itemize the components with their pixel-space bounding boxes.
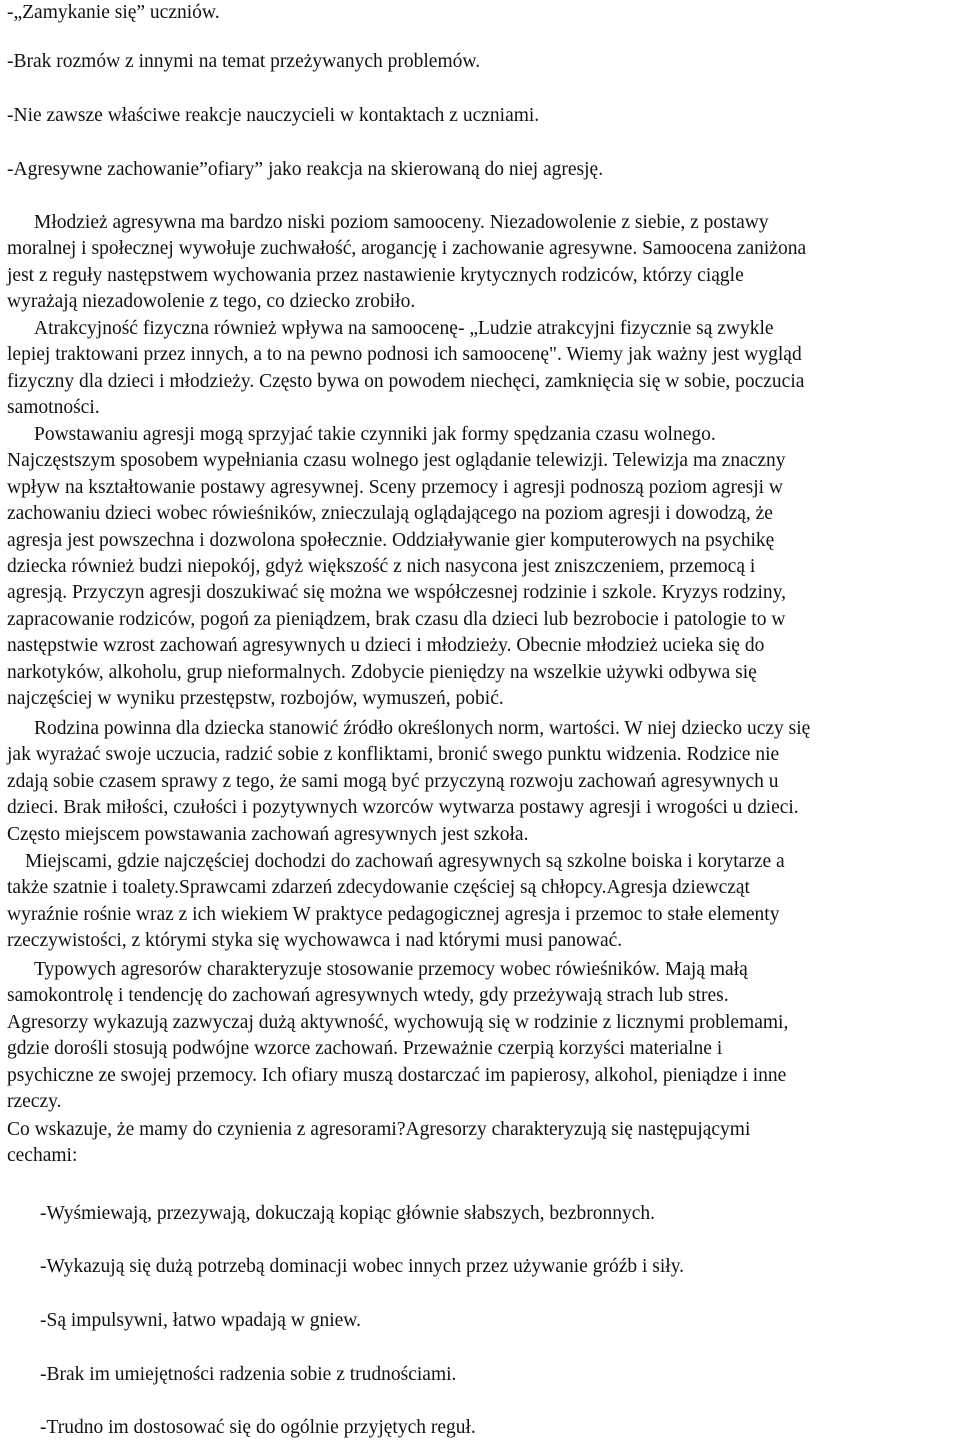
- bullet-no-conversations: -Brak rozmów z innymi na temat przeżywanych problemów.: [7, 51, 481, 72]
- paragraph-free-time: [7, 422, 951, 712]
- paragraph-line: Miejscami, gdzie najczęściej dochodzi do zachowań agresywnych są szkolne boiska i korytarze a: [25, 851, 785, 872]
- paragraph-line: agresją. Przyczyn agresji doszukiwać się można we współczesnej rodzinie i szkole. Kryzys rodziny,: [7, 582, 787, 604]
- paragraph-line: rzeczy.: [7, 1091, 62, 1113]
- paragraph-line: następstwie wzrost zachowań agresywnych u dzieci i młodzieży. Obecnie młodzież ucieka się do: [7, 635, 765, 657]
- paragraph-self-esteem: [7, 210, 951, 316]
- paragraph-line: Często miejscem powstawania zachowań agresywnych jest szkoła.: [7, 823, 529, 845]
- bullet-difficulties: -Brak im umiejętności radzenia sobie z trudnościami.: [40, 1364, 457, 1385]
- paragraph-line: moralnej i społecznej wywołuje zuchwałość, arogancję i zachowanie agresywne. Samoocena zaniżona: [7, 238, 807, 260]
- paragraph-line: Rodzina powinna dla dziecka stanowić źródło określonych norm, wartości. W niej dziecko uczy się: [34, 718, 811, 739]
- paragraph-line: Najczęstszym sposobem wypełniania czasu wolnego jest oglądanie telewizji. Telewizja ma znaczny: [7, 450, 786, 472]
- paragraph-line: dzieci. Brak miłości, czułości i pozytywnych wzorców wytwarza postawy agresji i wrogości u dzieci.: [7, 797, 799, 819]
- paragraph-line: narkotyków, alkoholu, grup nieformalnych. Zdobycie pieniędzy na wszelkie używki odbywa się: [7, 661, 757, 683]
- paragraph-question: [7, 1117, 951, 1170]
- paragraph-line: zachowaniu dzieci wobec rówieśników, znieczulają oglądającego na poziom agresji i dowodzą, że: [7, 503, 773, 525]
- paragraph-line: cechami:: [7, 1145, 78, 1167]
- paragraph-line: Co wskazuje, że mamy do czynienia z agresorami?Agresorzy charakteryzują się następującymi: [7, 1119, 751, 1140]
- paragraph-line: samotności.: [7, 397, 100, 419]
- paragraph-attractiveness: [7, 316, 951, 422]
- paragraph-aggressors: [7, 957, 951, 1115]
- paragraph-line: lepiej traktowani przez innych, a to na pewno podnosi ich samoocenę". Wiemy jak ważny jest wygląd: [7, 344, 802, 366]
- paragraph-school-places: [7, 849, 951, 955]
- paragraph-line: Młodzież agresywna ma bardzo niski poziom samooceny. Niezadowolenie z siebie, z postawy: [34, 212, 769, 233]
- paragraph-line: jak wyrażać swoje uczucia, radzić sobie z konfliktami, bronić swego punktu widzenia. Rodzice nie: [7, 744, 780, 766]
- paragraph-line: wpływ na kształtowanie postawy agresywnej. Sceny przemocy i agresji podnoszą poziom agresji w: [7, 476, 783, 498]
- paragraph-line: Typowych agresorów charakteryzuje stosowanie przemocy wobec rówieśników. Mają małą: [34, 959, 748, 980]
- paragraph-family: [7, 716, 951, 848]
- paragraph-line: Agresorzy wykazują zazwyczaj dużą aktywność, wychowują się w rodzinie z licznymi problemami,: [7, 1011, 789, 1033]
- paragraph-line: zdają sobie czasem sprawy z tego, że sami mogą być przyczyną rozwoju zachowań agresywnych u: [7, 770, 779, 792]
- paragraph-line: najczęściej w wyniku przestępstw, rozbojów, wymuszeń, pobić.: [7, 688, 504, 710]
- bullet-teacher-reactions: -Nie zawsze właściwe reakcje nauczycieli w kontaktach z uczniami.: [7, 105, 540, 126]
- paragraph-line: gdzie dorośli stosują podwójne wzorce zachowań. Przeważnie czerpią korzyści materialne i: [7, 1038, 723, 1060]
- bullet-dominance: -Wykazują się dużą potrzebą dominacji wobec innych przez używanie gróźb i siły.: [40, 1256, 685, 1277]
- paragraph-line: także szatnie i toalety.Sprawcami zdarzeń zdecydowanie częściej są chłopcy.Agresja dziewcząt: [7, 877, 750, 899]
- paragraph-line: wyrażają niezadowolenie z tego, co dziecko zrobiło.: [7, 291, 416, 313]
- bullet-mocking: -Wyśmiewają, przezywają, dokuczają kopiąc głównie słabszych, bezbronnych.: [40, 1203, 655, 1224]
- paragraph-line: fizyczny dla dzieci i młodzieży. Często bywa on powodem niechęci, zamknięcia się w sobie, poczucia: [7, 370, 805, 392]
- paragraph-line: rzeczywistości, z którymi styka się wychowawca i nad którymi musi panować.: [7, 930, 623, 952]
- paragraph-line: dziecka również budzi niepokój, gdyż większość z nich nasycona jest zniszczeniem, przemocą i: [7, 556, 756, 578]
- bullet-rules: -Trudno im dostosować się do ogólnie przyjętych reguł.: [40, 1417, 476, 1438]
- paragraph-line: zapracowanie rodziców, pogoń za pieniądzem, brak czasu dla dzieci lub bezrobocie i patologie to w: [7, 608, 786, 630]
- paragraph-line: psychiczne ze swojej przemocy. Ich ofiary muszą dostarczać im papierosy, alkohol, pieniądze i inne: [7, 1064, 787, 1086]
- bullet-impulsive: -Są impulsywni, łatwo wpadają w gniew.: [40, 1310, 361, 1331]
- bullet-victim-aggression: -Agresywne zachowanie”ofiary” jako reakcja na skierowaną do niej agresję.: [7, 159, 604, 180]
- paragraph-line: wyraźnie rośnie wraz z ich wiekiem W praktyce pedagogicznej agresja i przemoc to stałe elementy: [7, 903, 780, 925]
- paragraph-line: Powstawaniu agresji mogą sprzyjać takie czynniki jak formy spędzania czasu wolnego.: [34, 424, 716, 445]
- paragraph-line: jest z reguły następstwem wychowania przez nastawienie krytycznych rodziców, którzy ciągle: [7, 264, 744, 286]
- paragraph-line: agresja jest powszechna i dozwolona społecznie. Oddziaływanie gier komputerowych na psychikę: [7, 529, 775, 551]
- paragraph-line: Atrakcyjność fizyczna również wpływa na samoocenę- „Ludzie atrakcyjni fizycznie są zwykle: [34, 318, 774, 339]
- bullet-withdrawal: -„Zamykanie się” uczniów.: [7, 2, 220, 23]
- paragraph-line: samokontrolę i tendencję do zachowań agresywnych wtedy, gdy przeżywają strach lub stres.: [7, 985, 729, 1007]
